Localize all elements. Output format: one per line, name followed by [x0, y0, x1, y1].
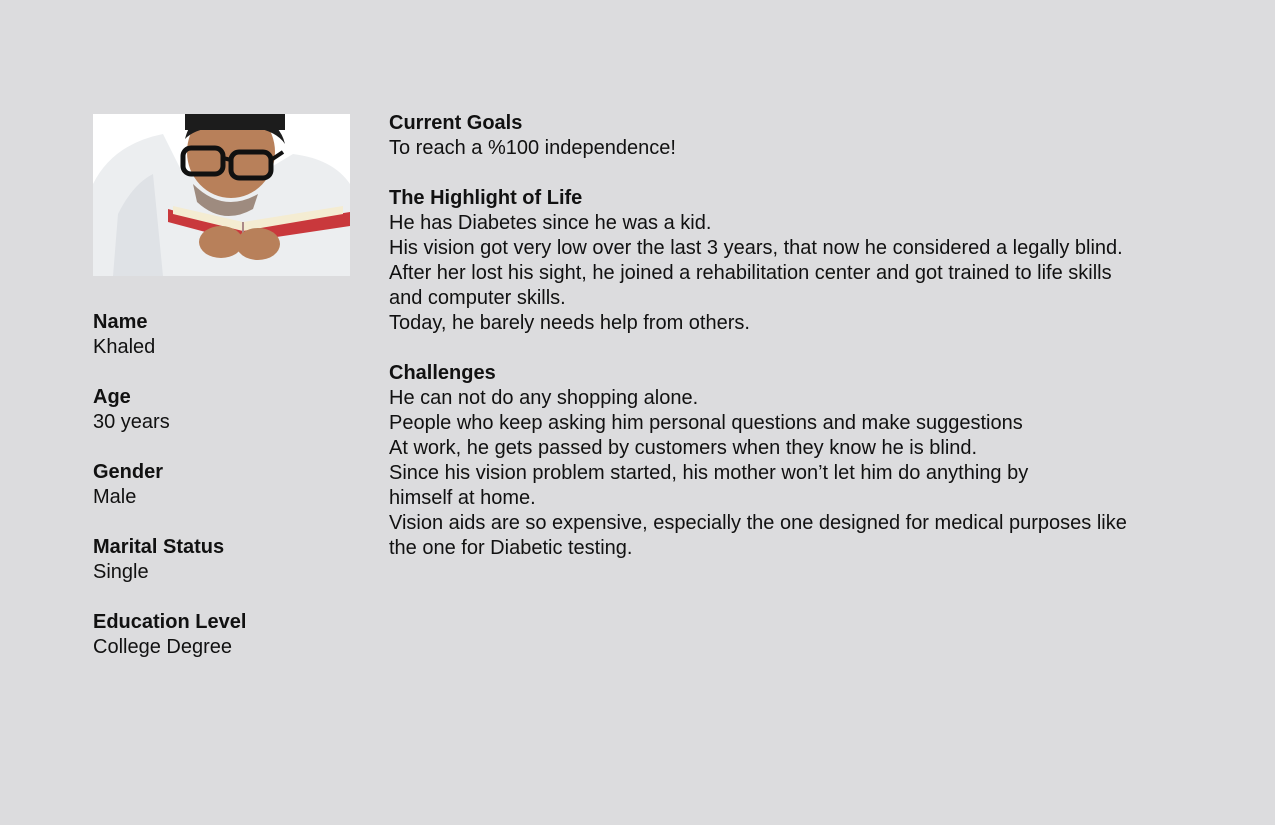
- profile-details: [93, 310, 363, 685]
- highlight-line: He has Diabetes since he was a kid.: [389, 212, 712, 234]
- highlight-section: [389, 186, 1249, 336]
- highlight-line: His vision got very low over the last 3 years, that now he considered a legally blind.: [389, 237, 1123, 259]
- education-level-value: College Degree: [93, 636, 232, 658]
- education-level-field: [93, 610, 363, 660]
- name-field: [93, 310, 363, 360]
- challenges-line: Since his vision problem started, his mother won’t let him do anything by: [389, 462, 1029, 484]
- highlight-line: Today, he barely needs help from others.: [389, 312, 750, 334]
- name-value: Khaled: [93, 336, 156, 358]
- challenges-line: At work, he gets passed by customers when they know he is blind.: [389, 437, 978, 459]
- age-field: [93, 385, 363, 435]
- gender-value: Male: [93, 486, 137, 508]
- highlight-title: The Highlight of Life: [389, 187, 583, 209]
- age-label: Age: [93, 386, 131, 408]
- challenges-line: People who keep asking him personal questions and make suggestions: [389, 412, 1023, 434]
- challenges-line: the one for Diabetic testing.: [389, 537, 633, 559]
- challenges-line: himself at home.: [389, 487, 536, 509]
- education-level-label: Education Level: [93, 611, 247, 633]
- challenges-title: Challenges: [389, 362, 496, 384]
- current-goals-line: To reach a %100 independence!: [389, 137, 676, 159]
- marital-status-label: Marital Status: [93, 536, 225, 558]
- persona-narrative: [389, 111, 1249, 586]
- name-label: Name: [93, 311, 148, 333]
- gender-label: Gender: [93, 461, 164, 483]
- person-reading-book-photo: [93, 114, 350, 276]
- highlight-line: and computer skills.: [389, 287, 566, 309]
- highlight-line: After her lost his sight, he joined a rehabilitation center and got trained to life skills: [389, 262, 1112, 284]
- age-value: 30 years: [93, 411, 170, 433]
- challenges-line: He can not do any shopping alone.: [389, 387, 699, 409]
- challenges-line: Vision aids are so expensive, especially the one designed for medical purposes like: [389, 512, 1127, 534]
- current-goals-section: [389, 111, 1249, 161]
- current-goals-title: Current Goals: [389, 112, 523, 134]
- marital-status-value: Single: [93, 561, 149, 583]
- challenges-section: [389, 361, 1249, 561]
- marital-status-field: [93, 535, 363, 585]
- persona-photo: [93, 114, 350, 276]
- gender-field: [93, 460, 363, 510]
